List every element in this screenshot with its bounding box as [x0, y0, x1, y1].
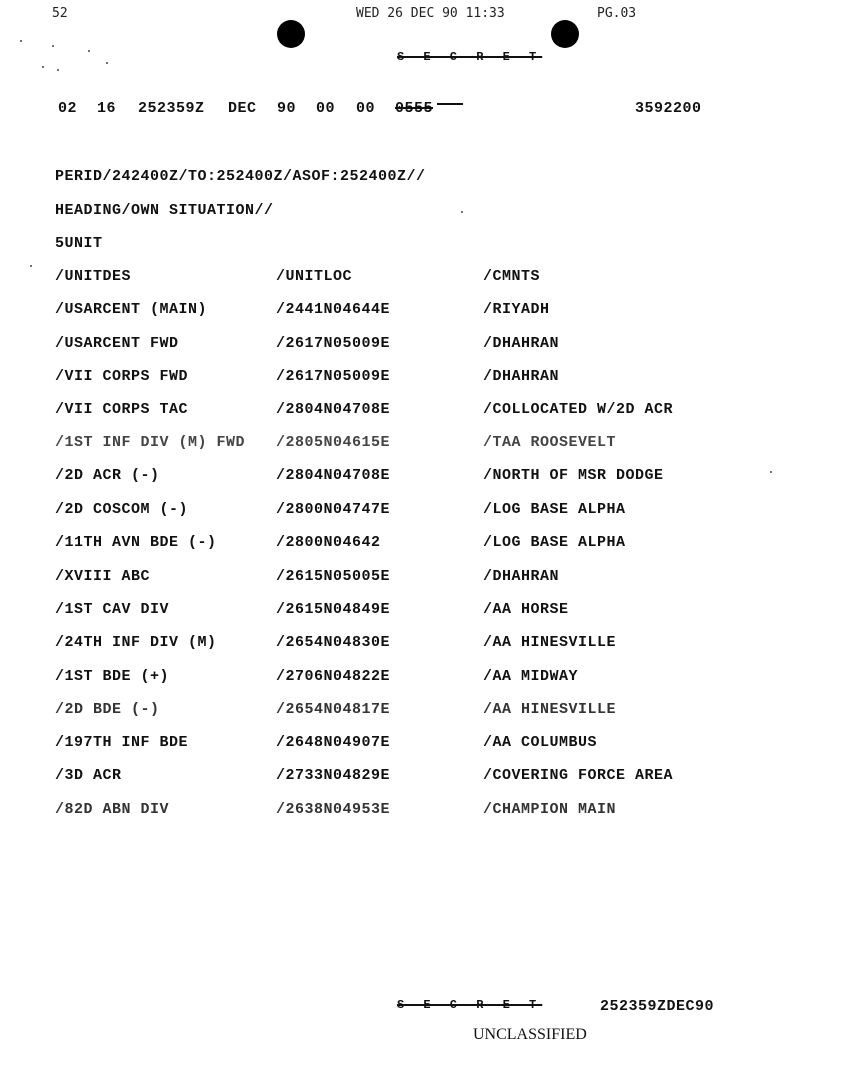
dtg-footer: 252359ZDEC90	[600, 998, 715, 1015]
header-field: DEC	[228, 100, 257, 117]
unit-comments: /AA HINESVILLE	[483, 701, 617, 718]
fax-page-prefix: 52	[52, 6, 68, 21]
unit-location: /2638N04953E	[276, 801, 391, 818]
period-line: PERID/242400Z/TO:252400Z/ASOF:252400Z//	[55, 168, 426, 185]
unit-designator: /VII CORPS TAC	[55, 401, 189, 418]
unit-location: /2648N04907E	[276, 734, 391, 751]
unit-designator: /2D COSCOM (-)	[55, 501, 189, 518]
unit-designator: /VII CORPS FWD	[55, 368, 189, 385]
unit-designator: /3D ACR	[55, 767, 122, 784]
unit-comments: /DHAHRAN	[483, 568, 560, 585]
unit-designator: /1ST INF DIV (M) FWD	[55, 434, 246, 451]
unit-location: /2654N04817E	[276, 701, 391, 718]
classification-marking-bottom: S E C R E T	[397, 998, 543, 1012]
unit-comments: /COLLOCATED W/2D ACR	[483, 401, 674, 418]
unit-comments: /AA HORSE	[483, 601, 569, 618]
unit-comments: /LOG BASE ALPHA	[483, 534, 626, 551]
scan-speck	[20, 40, 22, 42]
unit-comments: /LOG BASE ALPHA	[483, 501, 626, 518]
unit-location: /2654N04830E	[276, 634, 391, 651]
scan-speck	[106, 62, 108, 64]
unit-comments: /TAA ROOSEVELT	[483, 434, 617, 451]
scan-speck	[88, 50, 90, 52]
column-header: /CMNTS	[483, 268, 541, 285]
heading-line: HEADING/OWN SITUATION//	[55, 202, 274, 219]
table-row	[55, 668, 835, 688]
unit-location: /2615N04849E	[276, 601, 391, 618]
unit-comments: /CHAMPION MAIN	[483, 801, 617, 818]
table-row	[55, 801, 835, 821]
strike-extension	[437, 103, 463, 105]
unit-designator: /1ST CAV DIV	[55, 601, 170, 618]
unit-location: /2800N04747E	[276, 501, 391, 518]
header-field: 00	[356, 100, 376, 117]
unit-location: /2706N04822E	[276, 668, 391, 685]
unit-location: /2617N05009E	[276, 368, 391, 385]
header-field: 16	[97, 100, 117, 117]
header-field: 90	[277, 100, 297, 117]
classification-marking-top: S E C R E T	[397, 50, 543, 64]
unit-designator: /2D ACR (-)	[55, 467, 160, 484]
unit-location: /2800N04642	[276, 534, 381, 551]
column-header: /UNITDES	[55, 268, 132, 285]
header-field: 02	[58, 100, 78, 117]
unit-comments: /DHAHRAN	[483, 335, 560, 352]
table-row	[55, 634, 835, 654]
unit-designator: /XVIII ABC	[55, 568, 151, 585]
table-row	[55, 767, 835, 787]
header-field-struck: 0555	[395, 100, 434, 117]
punch-hole-right	[551, 20, 579, 48]
table-row	[55, 534, 835, 554]
column-header: /UNITLOC	[276, 268, 353, 285]
unit-comments: /DHAHRAN	[483, 368, 560, 385]
set-line: 5UNIT	[55, 235, 103, 252]
table-row	[55, 335, 835, 355]
unit-designator: /11TH AVN BDE (-)	[55, 534, 217, 551]
table-row	[55, 368, 835, 388]
fax-timestamp: WED 26 DEC 90 11:33	[356, 6, 505, 21]
unit-comments: /AA MIDWAY	[483, 668, 579, 685]
fax-page-label: PG.03	[597, 6, 637, 21]
unit-comments: /RIYADH	[483, 301, 550, 318]
unit-designator: /USARCENT FWD	[55, 335, 179, 352]
table-row	[55, 301, 835, 321]
table-row	[55, 401, 835, 421]
header-field: 00	[316, 100, 336, 117]
unit-location: /2441N04644E	[276, 301, 391, 318]
unit-comments: /NORTH OF MSR DODGE	[483, 467, 664, 484]
table-row	[55, 734, 835, 754]
header-field: 252359Z	[138, 100, 205, 117]
scan-speck	[461, 211, 463, 213]
unclassified-stamp: UNCLASSIFIED	[473, 1026, 587, 1043]
table-row	[55, 501, 835, 521]
unit-comments: /COVERING FORCE AREA	[483, 767, 674, 784]
unit-location: /2615N05005E	[276, 568, 391, 585]
unit-comments: /AA HINESVILLE	[483, 634, 617, 651]
unit-comments: /AA COLUMBUS	[483, 734, 598, 751]
unit-location: /2804N04708E	[276, 401, 391, 418]
unit-designator: /197TH INF BDE	[55, 734, 189, 751]
unit-designator: /1ST BDE (+)	[55, 668, 170, 685]
table-row	[55, 701, 835, 721]
table-header-row	[55, 268, 835, 288]
table-row	[55, 568, 835, 588]
unit-designator: /24TH INF DIV (M)	[55, 634, 217, 651]
scan-speck	[52, 45, 54, 47]
table-row	[55, 467, 835, 487]
unit-location: /2617N05009E	[276, 335, 391, 352]
unit-location: /2805N04615E	[276, 434, 391, 451]
unit-location: /2733N04829E	[276, 767, 391, 784]
message-number: 3592200	[635, 100, 702, 117]
scan-speck	[42, 66, 44, 68]
unit-designator: /USARCENT (MAIN)	[55, 301, 208, 318]
scan-speck	[57, 69, 59, 71]
unit-designator: /2D BDE (-)	[55, 701, 160, 718]
table-row	[55, 434, 835, 454]
punch-hole-left	[277, 20, 305, 48]
unit-designator: /82D ABN DIV	[55, 801, 170, 818]
scan-speck	[30, 265, 32, 267]
unit-location: /2804N04708E	[276, 467, 391, 484]
table-row	[55, 601, 835, 621]
